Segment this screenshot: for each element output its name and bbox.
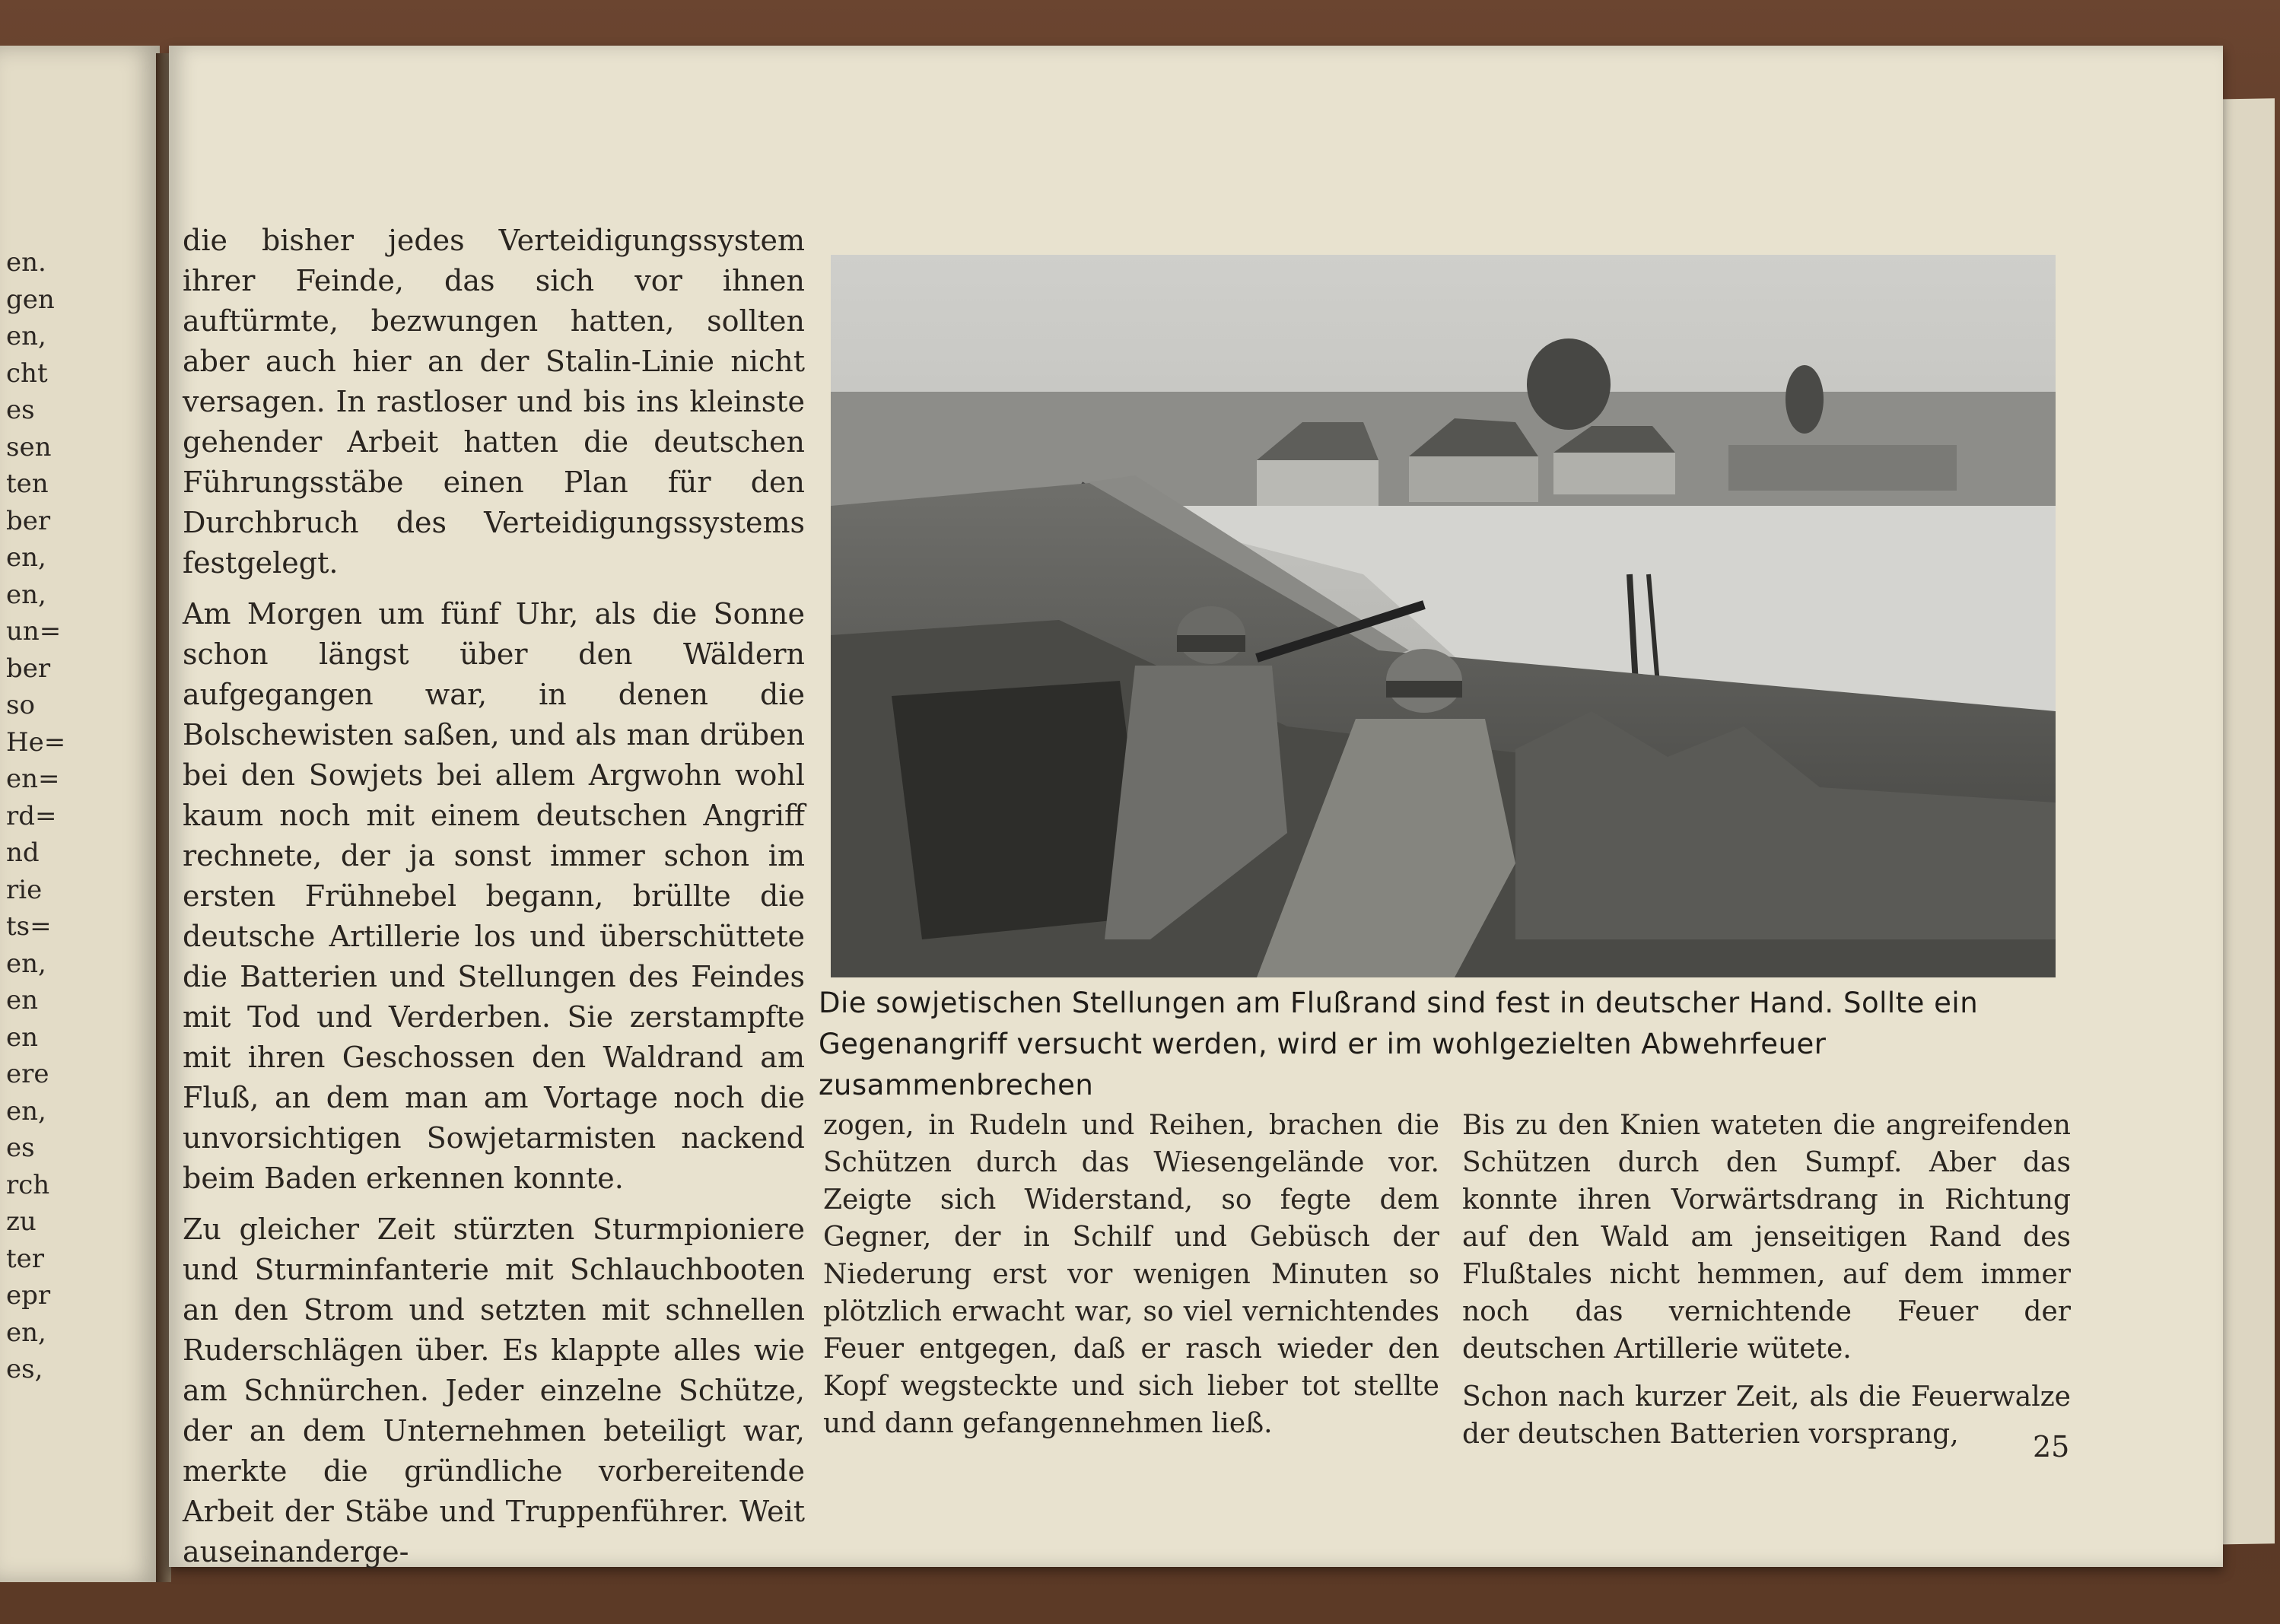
- paragraph: zogen, in Rudeln und Reihen, brachen die Schützen durch das Wiesengelände vor. Zeigte sich Widerstand, so fegte dem Gegner, der in Schilf und Gebüsch der Niederung erst vor wenigen Minuten so plötzlich erwacht war, so viel vernichtendes Feuer entgegen, daß er rasch wieder den Kopf wegsteckte und sich lieber tot stellte und dann gefangennehmen ließ.: [823, 1110, 1439, 1439]
- left-page-line-fragment: es: [6, 395, 35, 425]
- text-column-right: [1462, 1107, 2071, 1464]
- left-page-line-fragment: en.: [6, 247, 46, 278]
- left-page-line-fragment: en,: [6, 1317, 46, 1348]
- paragraph: die bisher jedes Verteidigungssystem ihrer Feinde, das sich vor ihnen auftürmte, bezwungen hatten, sollten aber auch hier an der Stalin-Linie nicht versagen. In rastloser und bis ins kleinste gehender Arbeit hatten die deutschen Führungsstäbe einen Plan für den Durchbruch des Verteidigungssystems festgelegt.: [183, 224, 805, 580]
- paragraph: Zu gleicher Zeit stürzten Sturmpioniere und Sturminfanterie mit Schlauchbooten an den Strom und setzten mit schnellen Ruderschlägen über. Es klappte alles wie am Schnürchen. Jeder einzelne Schütze, der an dem Unternehmen beteiligt war, merkte die gründliche vorbereitende Arbeit der Stäbe und Truppenführer. Weit auseinanderge-: [183, 1212, 805, 1568]
- photo-caption: Die sowjetischen Stellungen am Flußrand sind fest in deutscher Hand. Sollte ein Gegenangriff versucht werden, wird er im wohlgezielten Abwehrfeuer zusammenbrechen: [819, 987, 1979, 1101]
- left-page-line-fragment: en,: [6, 579, 46, 610]
- left-page-line-fragment: ber: [6, 505, 51, 536]
- paragraph: Bis zu den Knien wateten die angreifenden Schützen durch den Sumpf. Aber das konnte ihren Vorwärtsdrang in Richtung auf den Wald am jenseitigen Rand des Flußtales nicht hemmen, auf dem immer noch das vernichtende Feuer der deutschen Artillerie wütete.: [1462, 1110, 2071, 1365]
- left-page-line-fragment: rd=: [6, 800, 57, 831]
- left-page-line-fragment: es,: [6, 1354, 43, 1384]
- page-number: 25: [2033, 1430, 2070, 1464]
- left-page-line-fragment: un=: [6, 616, 62, 647]
- left-page-line-fragment: en,: [6, 1095, 46, 1127]
- left-page-line-fragment: en: [6, 1022, 39, 1053]
- left-page-line-fragment: ten: [6, 469, 49, 499]
- left-page-line-fragment: es: [6, 1133, 35, 1163]
- left-page-line-fragment: en: [6, 985, 39, 1015]
- paragraph: Am Morgen um fünf Uhr, als die Sonne schon längst über den Wäldern aufgegangen war, in denen die Bolschewisten saßen, und als man drüben bei den Sowjets bei allem Argwohn wohl kaum noch mit einem deutschen Angriff rechnete, der ja sonst immer schon im ersten Frühnebel begann, brüllte die deutsche Artillerie los und überschüttete die Batterien und Stellungen des Feindes mit Tod und Verderben. Sie zerstampfte mit ihren Geschossen den Waldrand am Fluß, an dem man am Vortage noch die unvorsichtigen Sowjetarmisten nackend beim Baden erkennen konnte.: [183, 597, 805, 1195]
- text-column-left: [183, 221, 805, 1583]
- left-page-line-fragment: ere: [6, 1059, 49, 1089]
- left-page-line-fragment: en=: [6, 764, 60, 794]
- photo-illustration: [831, 255, 2056, 977]
- left-page-line-fragment: cht: [6, 358, 48, 389]
- left-page-line-fragment: gen: [6, 284, 55, 315]
- left-page-line-fragment: ts=: [6, 911, 52, 942]
- left-page-line-fragment: epr: [6, 1280, 51, 1311]
- text-column-middle: [823, 1107, 1439, 1453]
- paragraph: Schon nach kurzer Zeit, als die Feuerwalze der deutschen Batterien vorsprang,: [1462, 1381, 2071, 1450]
- left-page-line-fragment: sen: [6, 431, 52, 462]
- war-photograph: [831, 255, 2056, 977]
- left-page: [0, 46, 160, 1582]
- left-page-line-fragment: en,: [6, 542, 46, 573]
- left-page-line-fragment: so: [6, 690, 35, 720]
- left-page-line-fragment: rie: [6, 874, 43, 905]
- left-page-line-fragment: He=: [6, 726, 66, 758]
- left-page-line-fragment: en,: [6, 948, 46, 979]
- left-page-line-fragment: rch: [6, 1169, 50, 1200]
- left-page-line-fragment: zu: [6, 1206, 37, 1237]
- left-page-line-fragment: en,: [6, 321, 46, 351]
- left-page-line-fragment: ter: [6, 1243, 45, 1274]
- left-page-line-fragment: nd: [6, 837, 40, 868]
- left-page-line-fragment: ber: [6, 653, 51, 684]
- right-page: [169, 46, 2223, 1567]
